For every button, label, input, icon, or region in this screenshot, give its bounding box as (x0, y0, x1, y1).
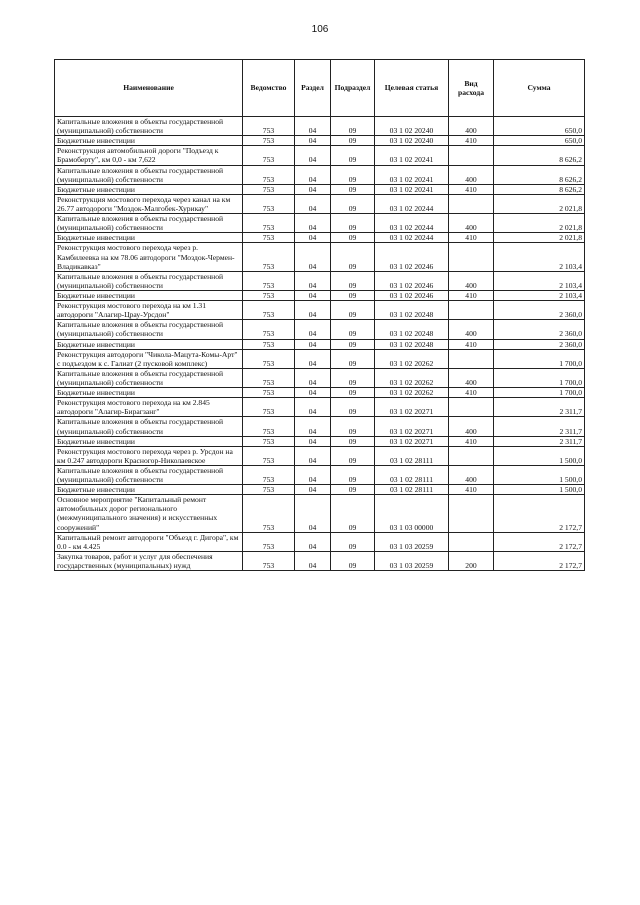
row-name: Бюджетные инвестиции (55, 388, 243, 398)
row-subsection: 09 (331, 465, 375, 484)
row-target: 03 1 02 20248 (375, 339, 449, 349)
row-section: 04 (295, 368, 331, 387)
table-row (55, 243, 585, 271)
row-name: Реконструкция мостового перехода на км 1.31 автодороги "Алагир-Црау-Урсдон" (55, 301, 243, 320)
row-name: Капитальные вложения в объекты государственной (муниципальной) собственности (55, 368, 243, 387)
table-row (55, 290, 585, 300)
row-amount: 2 311,7 (494, 398, 585, 417)
row-expense-type (449, 398, 494, 417)
table-row (55, 146, 585, 165)
row-name: Бюджетные инвестиции (55, 290, 243, 300)
row-name: Реконструкция мостового перехода через р. Урсдон на км 0.247 автодороги Красногор-Николаевское (55, 446, 243, 465)
row-subsection: 09 (331, 495, 375, 532)
row-ministry: 753 (243, 146, 295, 165)
row-target: 03 1 02 20241 (375, 146, 449, 165)
table-row (55, 495, 585, 532)
row-ministry: 753 (243, 214, 295, 233)
row-section: 04 (295, 214, 331, 233)
row-amount: 2 103,4 (494, 271, 585, 290)
table-row (55, 465, 585, 484)
row-amount: 2 103,4 (494, 290, 585, 300)
row-section: 04 (295, 271, 331, 290)
row-ministry: 753 (243, 165, 295, 184)
row-expense-type: 410 (449, 436, 494, 446)
row-target: 03 1 02 20246 (375, 271, 449, 290)
row-name: Капитальные вложения в объекты государственной (муниципальной) собственности (55, 320, 243, 339)
row-target: 03 1 02 20262 (375, 349, 449, 368)
row-target: 03 1 02 20248 (375, 301, 449, 320)
row-target: 03 1 02 20240 (375, 117, 449, 136)
row-target: 03 1 03 00000 (375, 495, 449, 532)
row-subsection: 09 (331, 194, 375, 213)
row-expense-type: 410 (449, 233, 494, 243)
table-row (55, 368, 585, 387)
row-section: 04 (295, 339, 331, 349)
row-section: 04 (295, 436, 331, 446)
row-ministry: 753 (243, 243, 295, 271)
row-expense-type: 400 (449, 117, 494, 136)
row-expense-type: 400 (449, 214, 494, 233)
page-number: 106 (311, 24, 329, 35)
row-name: Бюджетные инвестиции (55, 184, 243, 194)
row-expense-type: 400 (449, 271, 494, 290)
row-section: 04 (295, 301, 331, 320)
table-row (55, 165, 585, 184)
row-section: 04 (295, 485, 331, 495)
row-target: 03 1 02 20262 (375, 368, 449, 387)
row-expense-type (449, 532, 494, 551)
row-expense-type (449, 349, 494, 368)
row-ministry: 753 (243, 465, 295, 484)
row-name: Реконструкция автомобильной дороги "Подъезд к Брамоберту", км 0,0 - км 7,622 (55, 146, 243, 165)
row-target: 03 1 03 20259 (375, 532, 449, 551)
row-amount: 1 500,0 (494, 446, 585, 465)
row-subsection: 09 (331, 117, 375, 136)
header-amount: Сумма (494, 60, 585, 117)
row-ministry: 753 (243, 339, 295, 349)
row-target: 03 1 02 20262 (375, 388, 449, 398)
row-expense-type (449, 146, 494, 165)
row-target: 03 1 02 20271 (375, 436, 449, 446)
header-ministry: Ведомство (243, 60, 295, 117)
header-section: Раздел (295, 60, 331, 117)
row-ministry: 753 (243, 532, 295, 551)
row-name: Основное мероприятие "Капитальный ремонт автомобильных дорог регионального (межмуниципального значения) и искусственных сооружений" (55, 495, 243, 532)
row-amount: 1 500,0 (494, 485, 585, 495)
row-expense-type: 200 (449, 551, 494, 570)
row-ministry: 753 (243, 271, 295, 290)
row-section: 04 (295, 320, 331, 339)
row-target: 03 1 02 20271 (375, 417, 449, 436)
row-subsection: 09 (331, 398, 375, 417)
row-target: 03 1 03 20259 (375, 551, 449, 570)
row-ministry: 753 (243, 320, 295, 339)
row-expense-type: 400 (449, 465, 494, 484)
row-ministry: 753 (243, 194, 295, 213)
row-section: 04 (295, 551, 331, 570)
table-row (55, 485, 585, 495)
row-section: 04 (295, 136, 331, 146)
row-section: 04 (295, 146, 331, 165)
table-row (55, 339, 585, 349)
header-name: Наименование (55, 60, 243, 117)
table-row (55, 214, 585, 233)
row-subsection: 09 (331, 446, 375, 465)
table-row (55, 136, 585, 146)
row-name: Закупка товаров, работ и услуг для обеспечения государственных (муниципальных) нужд (55, 551, 243, 570)
header-target: Целевая статья (375, 60, 449, 117)
row-name: Бюджетные инвестиции (55, 136, 243, 146)
row-ministry: 753 (243, 446, 295, 465)
row-section: 04 (295, 165, 331, 184)
row-amount: 1 500,0 (494, 465, 585, 484)
row-subsection: 09 (331, 349, 375, 368)
row-expense-type: 400 (449, 320, 494, 339)
row-expense-type: 410 (449, 388, 494, 398)
table-row (55, 532, 585, 551)
row-name: Бюджетные инвестиции (55, 436, 243, 446)
row-name: Реконструкция автодороги "Чикола-Мацута-Комы-Арт" с подъездом к с. Галиат (2 пусковой комплекс) (55, 349, 243, 368)
row-amount: 2 021,8 (494, 194, 585, 213)
row-expense-type (449, 243, 494, 271)
row-section: 04 (295, 398, 331, 417)
row-amount: 2 021,8 (494, 233, 585, 243)
row-amount: 2 172,7 (494, 532, 585, 551)
row-ministry: 753 (243, 417, 295, 436)
row-target: 03 1 02 20241 (375, 165, 449, 184)
row-section: 04 (295, 117, 331, 136)
table-body (55, 117, 585, 571)
row-amount: 2 360,0 (494, 301, 585, 320)
row-amount: 2 021,8 (494, 214, 585, 233)
row-expense-type: 400 (449, 165, 494, 184)
row-ministry: 753 (243, 349, 295, 368)
row-name: Бюджетные инвестиции (55, 339, 243, 349)
row-name: Капитальные вложения в объекты государственной (муниципальной) собственности (55, 165, 243, 184)
row-section: 04 (295, 417, 331, 436)
budget-table (54, 59, 585, 571)
row-amount: 2 103,4 (494, 243, 585, 271)
row-ministry: 753 (243, 436, 295, 446)
row-ministry: 753 (243, 398, 295, 417)
row-expense-type: 410 (449, 290, 494, 300)
row-subsection: 09 (331, 243, 375, 271)
row-section: 04 (295, 495, 331, 532)
row-ministry: 753 (243, 117, 295, 136)
row-ministry: 753 (243, 233, 295, 243)
row-amount: 650,0 (494, 117, 585, 136)
row-section: 04 (295, 388, 331, 398)
row-ministry: 753 (243, 301, 295, 320)
row-subsection: 09 (331, 320, 375, 339)
row-target: 03 1 02 20248 (375, 320, 449, 339)
table-row (55, 271, 585, 290)
row-expense-type: 410 (449, 184, 494, 194)
row-ministry: 753 (243, 495, 295, 532)
row-section: 04 (295, 349, 331, 368)
row-amount: 1 700,0 (494, 388, 585, 398)
row-name: Капитальные вложения в объекты государственной (муниципальной) собственности (55, 271, 243, 290)
row-section: 04 (295, 243, 331, 271)
table-row (55, 388, 585, 398)
row-name: Реконструкция мостового перехода через р. Камбилеевка на км 78.06 автодороги "Моздок-Чермен-Владикавказ" (55, 243, 243, 271)
table-row (55, 551, 585, 570)
table-row (55, 349, 585, 368)
row-expense-type (449, 446, 494, 465)
row-target: 03 1 02 20271 (375, 398, 449, 417)
row-amount: 2 311,7 (494, 436, 585, 446)
row-name: Капитальные вложения в объекты государственной (муниципальной) собственности (55, 417, 243, 436)
row-name: Реконструкция мостового перехода через канал на км 26.77 автодороги "Моздок-Малгобек-Хурикау" (55, 194, 243, 213)
table-row (55, 436, 585, 446)
table-row (55, 184, 585, 194)
table-row (55, 117, 585, 136)
row-subsection: 09 (331, 417, 375, 436)
row-target: 03 1 02 20246 (375, 290, 449, 300)
row-subsection: 09 (331, 436, 375, 446)
row-target: 03 1 02 20241 (375, 184, 449, 194)
row-target: 03 1 02 20244 (375, 233, 449, 243)
row-expense-type: 410 (449, 339, 494, 349)
row-subsection: 09 (331, 368, 375, 387)
row-subsection: 09 (331, 551, 375, 570)
row-target: 03 1 02 28111 (375, 485, 449, 495)
row-ministry: 753 (243, 388, 295, 398)
row-section: 04 (295, 290, 331, 300)
row-name: Бюджетные инвестиции (55, 485, 243, 495)
row-ministry: 753 (243, 184, 295, 194)
row-ministry: 753 (243, 368, 295, 387)
table-header-row (55, 60, 585, 117)
row-expense-type: 400 (449, 417, 494, 436)
row-section: 04 (295, 446, 331, 465)
table-row (55, 446, 585, 465)
row-amount: 1 700,0 (494, 368, 585, 387)
row-section: 04 (295, 184, 331, 194)
row-subsection: 09 (331, 388, 375, 398)
table-row (55, 417, 585, 436)
row-amount: 650,0 (494, 136, 585, 146)
row-target: 03 1 02 28111 (375, 446, 449, 465)
row-name: Капитальные вложения в объекты государственной (муниципальной) собственности (55, 214, 243, 233)
row-target: 03 1 02 20246 (375, 243, 449, 271)
row-target: 03 1 02 28111 (375, 465, 449, 484)
row-subsection: 09 (331, 146, 375, 165)
row-subsection: 09 (331, 184, 375, 194)
row-amount: 8 626,2 (494, 184, 585, 194)
header-subsection: Подраздел (331, 60, 375, 117)
table-row (55, 398, 585, 417)
row-amount: 2 311,7 (494, 417, 585, 436)
row-target: 03 1 02 20244 (375, 214, 449, 233)
row-name: Бюджетные инвестиции (55, 233, 243, 243)
row-expense-type (449, 495, 494, 532)
table-row (55, 233, 585, 243)
row-expense-type (449, 301, 494, 320)
table-row (55, 301, 585, 320)
row-subsection: 09 (331, 485, 375, 495)
row-subsection: 09 (331, 233, 375, 243)
row-target: 03 1 02 20240 (375, 136, 449, 146)
row-name: Капитальные вложения в объекты государственной (муниципальной) собственности (55, 465, 243, 484)
table-row (55, 320, 585, 339)
row-section: 04 (295, 465, 331, 484)
header-expense-type: Вид расхода (449, 60, 494, 117)
row-subsection: 09 (331, 136, 375, 146)
row-amount: 2 172,7 (494, 495, 585, 532)
row-section: 04 (295, 532, 331, 551)
row-subsection: 09 (331, 165, 375, 184)
row-name: Капитальные вложения в объекты государственной (муниципальной) собственности (55, 117, 243, 136)
row-expense-type: 410 (449, 485, 494, 495)
row-section: 04 (295, 194, 331, 213)
row-amount: 2 172,7 (494, 551, 585, 570)
row-ministry: 753 (243, 485, 295, 495)
row-name: Капитальный ремонт автодороги "Объезд г. Дигора", км 0.0 - км 4.425 (55, 532, 243, 551)
row-subsection: 09 (331, 301, 375, 320)
row-name: Реконструкция мостового перехода на км 2.845 автодороги "Алагир-Бирагзанг" (55, 398, 243, 417)
row-expense-type (449, 194, 494, 213)
row-ministry: 753 (243, 290, 295, 300)
row-subsection: 09 (331, 271, 375, 290)
row-subsection: 09 (331, 290, 375, 300)
row-expense-type: 400 (449, 368, 494, 387)
row-section: 04 (295, 233, 331, 243)
row-amount: 2 360,0 (494, 339, 585, 349)
row-amount: 8 626,2 (494, 165, 585, 184)
row-ministry: 753 (243, 551, 295, 570)
row-ministry: 753 (243, 136, 295, 146)
table-row (55, 194, 585, 213)
row-subsection: 09 (331, 339, 375, 349)
row-subsection: 09 (331, 532, 375, 551)
row-amount: 1 700,0 (494, 349, 585, 368)
row-amount: 8 626,2 (494, 146, 585, 165)
row-amount: 2 360,0 (494, 320, 585, 339)
row-expense-type: 410 (449, 136, 494, 146)
row-subsection: 09 (331, 214, 375, 233)
row-target: 03 1 02 20244 (375, 194, 449, 213)
